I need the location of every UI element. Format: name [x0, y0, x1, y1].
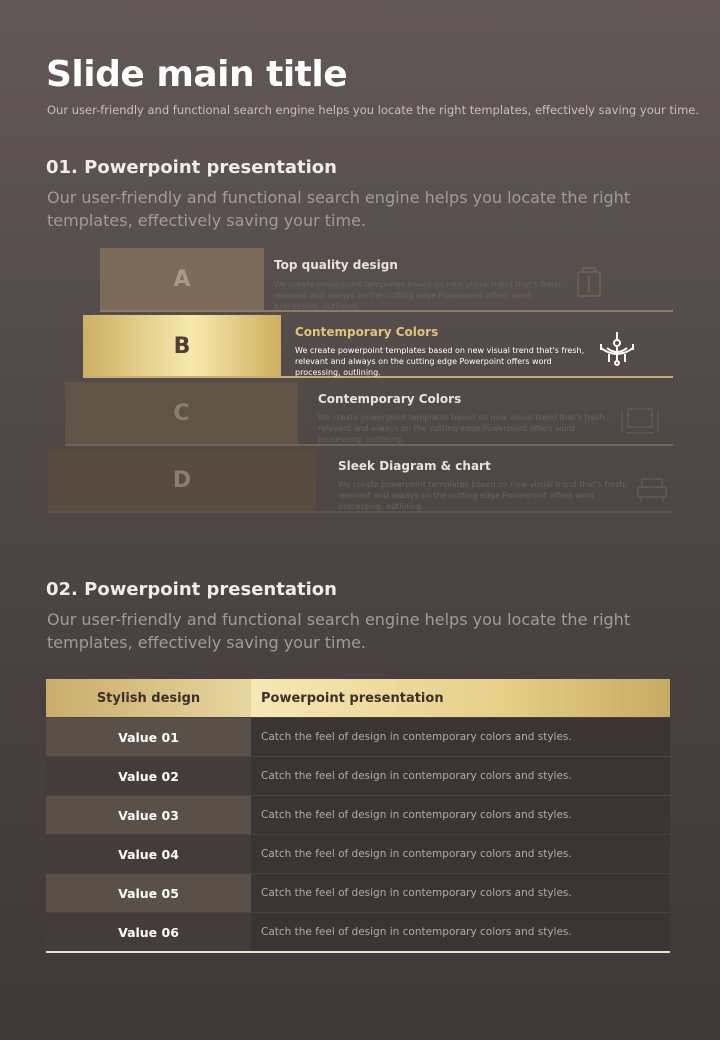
step-d-text: We create powerpoint templates based on new visual trend that's fresh, relevant and always on the cutting edge Powerpoint offers word processing, outlining. — [338, 480, 628, 511]
step-b-title: Contemporary Colors — [295, 325, 439, 339]
data-table — [46, 679, 670, 953]
slide-title: Slide main title — [46, 54, 348, 95]
table-row — [46, 717, 670, 756]
table-row — [46, 756, 670, 795]
step-d-box: D — [48, 449, 316, 511]
table-row — [46, 873, 670, 912]
section1-title: 01. Powerpoint presentation — [46, 157, 337, 178]
section2-desc: Our user-friendly and functional search engine helps you locate the right templates, effectively saving your time. — [47, 610, 631, 652]
table-header — [46, 679, 670, 717]
table-row — [46, 795, 670, 834]
step-c-title: Contemporary Colors — [318, 392, 462, 406]
row-value: Catch the feel of design in contemporary colors and styles. — [251, 874, 670, 912]
table-header-col1: Stylish design — [46, 679, 251, 717]
section1-desc: Our user-friendly and functional search engine helps you locate the right templates, effectively saving your time. — [47, 188, 631, 230]
cabinet-icon — [575, 266, 603, 294]
row-label: Value 01 — [46, 718, 251, 756]
row-value: Catch the feel of design in contemporary colors and styles. — [251, 913, 670, 951]
slide-subtitle: Our user-friendly and functional search engine helps you locate the right templates, effectively saving your time. — [47, 103, 700, 117]
step-b-text: We create powerpoint templates based on new visual trend that's fresh, relevant and always on the cutting edge Powerpoint offers word processing, outlining. — [295, 346, 585, 377]
tv-stand-icon — [620, 405, 660, 437]
step-c-text: We create powerpoint templates based on new visual trend that's fresh, relevant and always on the cutting edge Powerpoint offers word processing, outlining. — [318, 413, 608, 444]
step-a-title: Top quality design — [274, 258, 398, 272]
step-a-box: A — [100, 248, 264, 310]
row-value: Catch the feel of design in contemporary colors and styles. — [251, 796, 670, 834]
row-label: Value 04 — [46, 835, 251, 873]
step-c-box: C — [65, 382, 298, 444]
step-d-title: Sleek Diagram & chart — [338, 459, 491, 473]
section2-title: 02. Powerpoint presentation — [46, 579, 337, 600]
row-value: Catch the feel of design in contemporary colors and styles. — [251, 718, 670, 756]
row-value: Catch the feel of design in contemporary colors and styles. — [251, 835, 670, 873]
row-label: Value 05 — [46, 874, 251, 912]
row-label: Value 03 — [46, 796, 251, 834]
row-value: Catch the feel of design in contemporary colors and styles. — [251, 757, 670, 795]
row-label: Value 06 — [46, 913, 251, 951]
row-label: Value 02 — [46, 757, 251, 795]
table-row — [46, 912, 670, 951]
table-header-col2: Powerpoint presentation — [251, 679, 670, 717]
chandelier-icon — [597, 330, 637, 370]
step-b-box: B — [83, 315, 281, 377]
sofa-icon — [636, 475, 668, 505]
table-row — [46, 834, 670, 873]
step-a-text: We create powerpoint templates based on new visual trend that's fresh, relevant and always on the cutting edge Powerpoint offers word processing, outlining. — [274, 280, 564, 311]
